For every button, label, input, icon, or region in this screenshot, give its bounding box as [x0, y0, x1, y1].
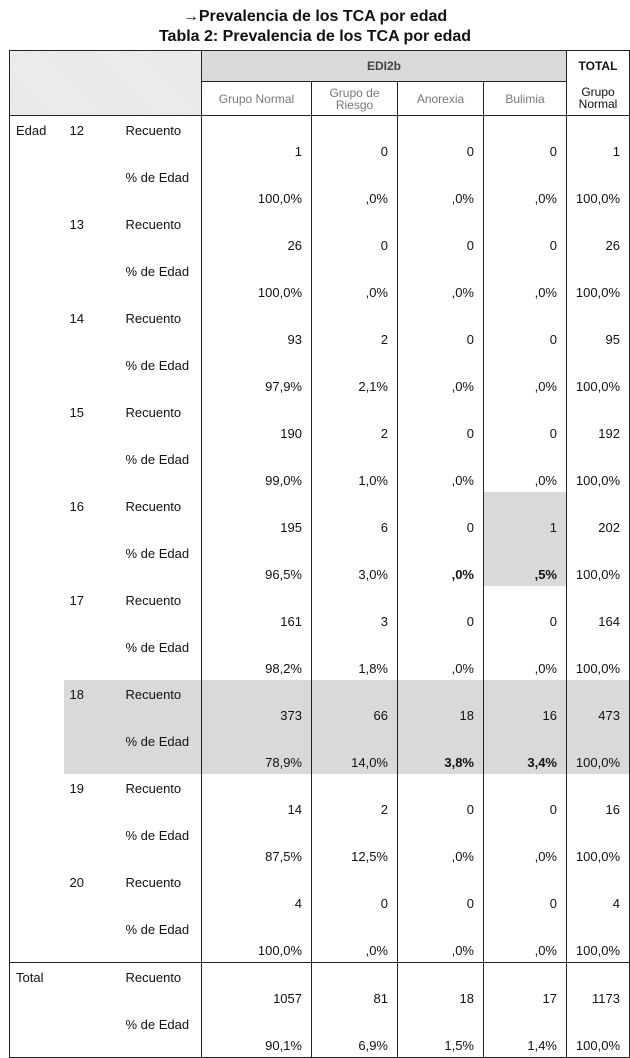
- table-cell: 1,8%: [312, 633, 398, 680]
- table-cell: 18: [398, 680, 484, 727]
- table-cell: ,0%: [312, 915, 398, 963]
- row-variable-label: [10, 492, 64, 539]
- table-cell: 99,0%: [202, 445, 312, 492]
- total-label: [10, 1010, 64, 1058]
- measure-label: % de Edad: [125, 1017, 190, 1032]
- table-cell: 2,1%: [312, 351, 398, 398]
- table-cell: 1,4%: [484, 1010, 567, 1058]
- blank-cell: [64, 1010, 120, 1058]
- row-variable-label: [10, 821, 64, 868]
- table-cell: ,0%: [312, 163, 398, 210]
- measure-label: Recuento: [125, 217, 182, 232]
- table-cell: 0: [484, 586, 567, 633]
- table-title: [0, 8, 630, 26]
- title-text: Prevalencia de los TCA por edad: [198, 8, 448, 25]
- table-cell: 1: [484, 492, 567, 539]
- column-header: Grupo de Riesgo: [312, 82, 398, 116]
- table-cell: 100,0%: [202, 163, 312, 210]
- table-row: [10, 821, 630, 868]
- table-cell: 190: [202, 398, 312, 445]
- table-cell: 1,0%: [312, 445, 398, 492]
- table-cell: 97,9%: [202, 351, 312, 398]
- table-cell: 12,5%: [312, 821, 398, 868]
- table-cell: 0: [398, 116, 484, 164]
- table-cell: 195: [202, 492, 312, 539]
- table-cell: 87,5%: [202, 821, 312, 868]
- table-cell: 81: [312, 963, 398, 1011]
- row-variable-label: [10, 727, 64, 774]
- table-cell: 100,0%: [567, 351, 630, 398]
- table-row: [10, 163, 630, 210]
- age-label: 12: [69, 123, 84, 138]
- measure-label: % de Edad: [125, 546, 190, 561]
- table-cell: 0: [484, 304, 567, 351]
- measure-label: Recuento: [125, 123, 182, 138]
- table-cell: 100,0%: [567, 1010, 630, 1058]
- row-variable-label: [10, 774, 64, 821]
- table-cell: ,0%: [398, 915, 484, 963]
- table-cell: ,0%: [398, 163, 484, 210]
- table-cell: 14: [202, 774, 312, 821]
- table-row: [10, 257, 630, 304]
- table-row: [10, 492, 630, 539]
- header-corner: [10, 51, 202, 116]
- table-cell: 26: [567, 210, 630, 257]
- table-cell: 0: [312, 116, 398, 164]
- age-label: [64, 821, 120, 868]
- age-label: 19: [69, 781, 84, 796]
- row-variable-label: [10, 868, 64, 915]
- table-cell: 0: [398, 586, 484, 633]
- table-cell: 0: [484, 398, 567, 445]
- total-header: TOTAL: [567, 51, 630, 82]
- row-variable-label: [10, 680, 64, 727]
- measure-label: Recuento: [125, 405, 182, 420]
- measure-label: % de Edad: [125, 640, 190, 655]
- measure-label: Recuento: [125, 499, 182, 514]
- table-row: [10, 304, 630, 351]
- column-header: Bulimia: [484, 82, 567, 116]
- table-cell: 1,5%: [398, 1010, 484, 1058]
- age-label: [64, 163, 120, 210]
- table-cell: 100,0%: [567, 163, 630, 210]
- table-row: [10, 868, 630, 915]
- table-cell: 100,0%: [202, 257, 312, 304]
- measure-label: % de Edad: [125, 452, 190, 467]
- table-cell: ,0%: [484, 257, 567, 304]
- measure-label: % de Edad: [120, 727, 202, 774]
- table-cell: 100,0%: [567, 445, 630, 492]
- table-cell: 1: [202, 116, 312, 164]
- table-cell: 0: [398, 210, 484, 257]
- table-cell: 0: [398, 868, 484, 915]
- table-cell: 100,0%: [567, 539, 630, 586]
- table-cell: 26: [202, 210, 312, 257]
- table-cell: 95: [567, 304, 630, 351]
- table-cell: ,0%: [398, 351, 484, 398]
- table-row: [10, 633, 630, 680]
- table-row: [10, 398, 630, 445]
- table-cell: 100,0%: [567, 821, 630, 868]
- table-cell: ,0%: [484, 351, 567, 398]
- table-cell: 90,1%: [202, 1010, 312, 1058]
- table-cell: 373: [202, 680, 312, 727]
- table-row: [10, 774, 630, 821]
- table-cell: 3,0%: [312, 539, 398, 586]
- age-label: 14: [69, 311, 84, 326]
- row-variable-label: [10, 304, 64, 351]
- table-cell: ,0%: [398, 445, 484, 492]
- measure-label: % de Edad: [125, 922, 190, 937]
- table-cell: ,0%: [484, 445, 567, 492]
- table-cell: ,0%: [484, 821, 567, 868]
- table-cell: 0: [398, 492, 484, 539]
- table-cell: 2: [312, 304, 398, 351]
- age-label: [64, 633, 120, 680]
- table-cell: 100,0%: [567, 257, 630, 304]
- table-cell: 3,8%: [398, 727, 484, 774]
- table-cell: 161: [202, 586, 312, 633]
- age-label: [64, 445, 120, 492]
- table-cell: 2: [312, 398, 398, 445]
- measure-label: % de Edad: [125, 170, 190, 185]
- table-cell: 78,9%: [202, 727, 312, 774]
- table-row: [10, 210, 630, 257]
- table-cell: ,0%: [312, 257, 398, 304]
- row-variable-label: [10, 633, 64, 680]
- table-cell: 0: [398, 774, 484, 821]
- table-cell: ,0%: [398, 539, 484, 586]
- table-cell: 6: [312, 492, 398, 539]
- table-cell: 1173: [567, 963, 630, 1011]
- age-label: 15: [69, 405, 84, 420]
- table-cell: 17: [484, 963, 567, 1011]
- table-cell: 14,0%: [312, 727, 398, 774]
- table-cell: 16: [484, 680, 567, 727]
- measure-label: % de Edad: [125, 828, 190, 843]
- row-variable-label: Edad: [16, 123, 47, 138]
- table-row: [10, 680, 630, 727]
- row-variable-label: [10, 445, 64, 492]
- table-cell: 98,2%: [202, 633, 312, 680]
- table-cell: 100,0%: [567, 727, 630, 774]
- table-cell: 0: [484, 774, 567, 821]
- table-cell: 100,0%: [567, 633, 630, 680]
- table-cell: 3,4%: [484, 727, 567, 774]
- row-variable-label: [10, 539, 64, 586]
- row-variable-label: [10, 210, 64, 257]
- table-cell: 192: [567, 398, 630, 445]
- table-cell: 202: [567, 492, 630, 539]
- table-row: [10, 915, 630, 963]
- table-cell: 93: [202, 304, 312, 351]
- table-cell: 6,9%: [312, 1010, 398, 1058]
- table-row: [10, 586, 630, 633]
- table-cell: 18: [398, 963, 484, 1011]
- measure-label: Recuento: [125, 593, 182, 608]
- age-label: [64, 915, 120, 963]
- row-variable-label: [10, 915, 64, 963]
- table-cell: ,0%: [484, 915, 567, 963]
- table-cell: 100,0%: [567, 915, 630, 963]
- table-cell: 4: [202, 868, 312, 915]
- table-cell: ,0%: [484, 163, 567, 210]
- arrow-icon: →: [182, 8, 199, 25]
- table-row: [10, 445, 630, 492]
- table-row: [10, 727, 630, 774]
- table-cell: 0: [312, 210, 398, 257]
- measure-label: Recuento: [125, 781, 182, 796]
- table-cell: ,0%: [484, 633, 567, 680]
- table-cell: 164: [567, 586, 630, 633]
- table-cell: 3: [312, 586, 398, 633]
- age-label: [64, 539, 120, 586]
- measure-label: % de Edad: [125, 358, 190, 373]
- table-cell: 4: [567, 868, 630, 915]
- table-cell: 16: [567, 774, 630, 821]
- table-row: [10, 351, 630, 398]
- column-header: Anorexia: [398, 82, 484, 116]
- table-cell: 0: [484, 116, 567, 164]
- table-cell: 1057: [202, 963, 312, 1011]
- measure-label: Recuento: [125, 311, 182, 326]
- blank-cell: [64, 963, 120, 1011]
- row-variable-label: [10, 163, 64, 210]
- row-variable-label: [10, 351, 64, 398]
- measure-label: Recuento: [120, 963, 202, 1011]
- age-label: 17: [69, 593, 84, 608]
- table-cell: ,0%: [398, 633, 484, 680]
- table-cell: ,5%: [484, 539, 567, 586]
- measure-label: Recuento: [125, 875, 182, 890]
- measure-label: Recuento: [120, 680, 202, 727]
- age-label: 13: [69, 217, 84, 232]
- table-caption: Tabla 2: Prevalencia de los TCA por edad: [158, 28, 472, 45]
- table-cell: 100,0%: [202, 915, 312, 963]
- table-row: [10, 539, 630, 586]
- measure-label: % de Edad: [125, 264, 190, 279]
- age-label: 16: [69, 499, 84, 514]
- table-cell: 0: [484, 868, 567, 915]
- age-label: [64, 727, 120, 774]
- table-cell: 473: [567, 680, 630, 727]
- table-cell: 0: [312, 868, 398, 915]
- table-cell: ,0%: [398, 821, 484, 868]
- table-cell: 0: [484, 210, 567, 257]
- total-sub-header: Grupo Normal: [567, 82, 630, 116]
- table-cell: 96,5%: [202, 539, 312, 586]
- table-cell: 0: [398, 398, 484, 445]
- table-cell: 1: [567, 116, 630, 164]
- column-header: Grupo Normal: [202, 82, 312, 116]
- prevalence-table: [9, 50, 630, 1058]
- row-variable-label: [10, 586, 64, 633]
- row-variable-label: [10, 257, 64, 304]
- age-label: [64, 257, 120, 304]
- age-label: [64, 351, 120, 398]
- group-header: EDI2b: [202, 51, 567, 82]
- age-label: 18: [64, 680, 120, 727]
- total-row: [10, 1010, 630, 1058]
- total-row: [10, 963, 630, 1011]
- table-cell: 66: [312, 680, 398, 727]
- table-cell: 2: [312, 774, 398, 821]
- age-label: 20: [69, 875, 84, 890]
- table-row: [10, 116, 630, 164]
- total-label: Total: [10, 963, 64, 1011]
- table-cell: ,0%: [398, 257, 484, 304]
- table-cell: 0: [398, 304, 484, 351]
- row-variable-label: [10, 398, 64, 445]
